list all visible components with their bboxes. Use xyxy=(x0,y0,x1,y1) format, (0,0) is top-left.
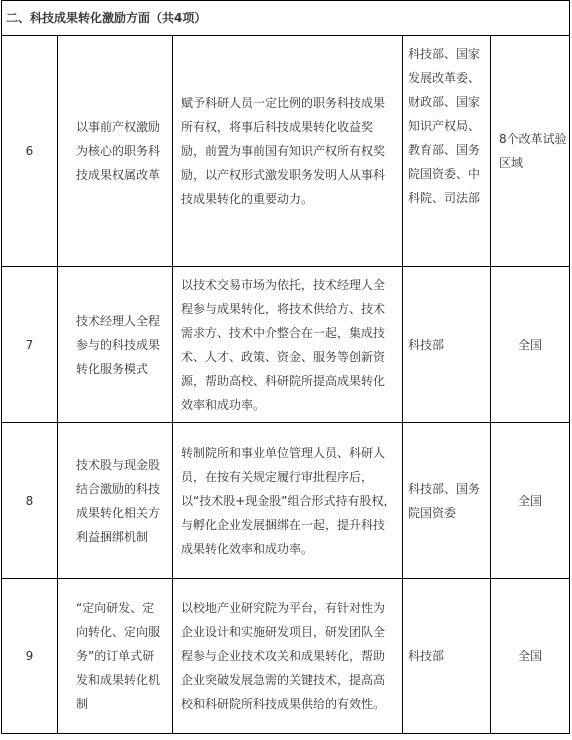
measure-description: 转制院所和事业单位管理人员、科研人员，在按有关规定履行审批程序后，以“技术股+现金股”组合形式持有股权，与孵化企业发展捆绑在一起，提升科技成果转化效率和成功率。 xyxy=(173,423,403,579)
policy-table xyxy=(1,0,570,734)
applicable-scope: 全国 xyxy=(491,423,570,579)
measure-name: 以事前产权激励为核心的职务科技成果权属改革 xyxy=(58,36,173,267)
responsible-departments: 科技部 xyxy=(403,267,491,423)
row-number: 7 xyxy=(2,267,58,423)
table-row xyxy=(2,267,570,423)
table-row xyxy=(2,36,570,267)
measure-name: “定向研发、定向转化、定向服务”的订单式研发和成果转化机制 xyxy=(58,579,173,734)
table-row xyxy=(2,579,570,734)
row-number: 6 xyxy=(2,36,58,267)
applicable-scope: 全国 xyxy=(491,579,570,734)
table-row xyxy=(2,423,570,579)
responsible-departments: 科技部 xyxy=(403,579,491,734)
applicable-scope: 8个改革试验区域 xyxy=(491,36,570,267)
measure-name: 技术股与现金股结合激励的科技成果转化相关方利益捆绑机制 xyxy=(58,423,173,579)
measure-description: 以校地产业研究院为平台，有针对性为企业设计和实施研发项目，研发团队全程参与企业技术攻关和成果转化，帮助企业突破发展急需的关键技术，提高高校和科研院所科技成果供给的有效性。 xyxy=(173,579,403,734)
row-number: 9 xyxy=(2,579,58,734)
row-number: 8 xyxy=(2,423,58,579)
measure-name: 技术经理人全程参与的科技成果转化服务模式 xyxy=(58,267,173,423)
responsible-departments: 科技部、国务院国资委 xyxy=(403,423,491,579)
applicable-scope: 全国 xyxy=(491,267,570,423)
section-title: 二、科技成果转化激励方面（共4项） xyxy=(2,1,570,36)
measure-description: 以技术交易市场为依托，技术经理人全程参与成果转化，将技术供给方、技术需求方、技术中介整合在一起，集成技术、人才、政策、资金、服务等创新资源，帮助高校、科研院所提高成果转化效率和成功率。 xyxy=(173,267,403,423)
section-header-row xyxy=(2,1,570,36)
responsible-departments: 科技部、国家发展改革委、财政部、国家知识产权局、教育部、国务院国资委、中科院、司法部 xyxy=(403,36,491,267)
measure-description: 赋予科研人员一定比例的职务科技成果所有权，将事后科技成果转化收益奖励，前置为事前国有知识产权所有权奖励，以产权形式激发职务发明人从事科技成果转化的重要动力。 xyxy=(173,36,403,267)
